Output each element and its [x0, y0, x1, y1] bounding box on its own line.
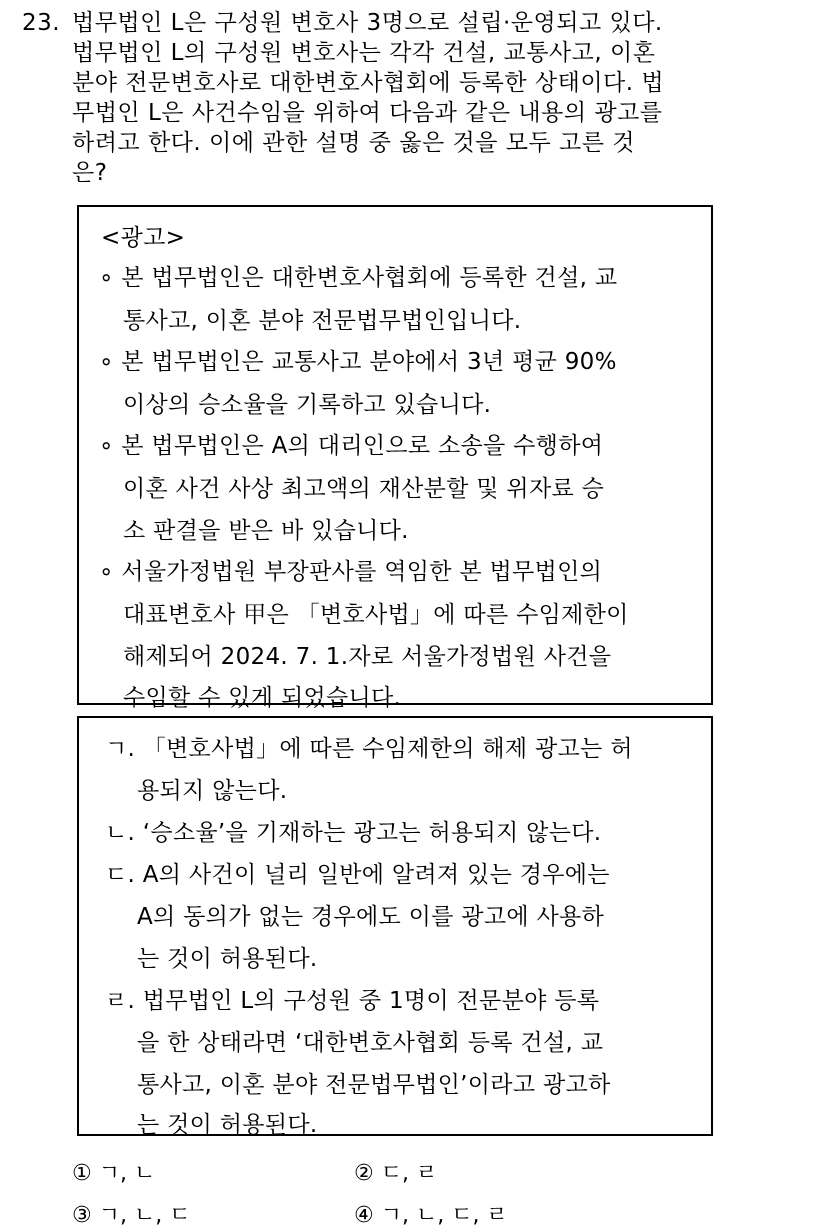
statements-box — [77, 716, 713, 1136]
statement-line: ㄷ. A의 사건이 널리 일반에 알려져 있는 경우에는 — [105, 862, 610, 888]
statement-line: ㄱ. 「변호사법」에 따른 수임제한의 해제 광고는 허 — [105, 736, 633, 762]
choice-3[interactable]: ③ ㄱ, ㄴ, ㄷ — [72, 1203, 191, 1228]
statement-line: 는 것이 허용된다. — [137, 946, 318, 972]
ad-line: 통사고, 이혼 분야 전문법무법인입니다. — [123, 308, 522, 334]
statement-line: 용되지 않는다. — [137, 778, 288, 804]
ad-line: ∘ 본 법무법인은 교통사고 분야에서 3년 평균 90% — [99, 349, 617, 375]
question-line: 무법인 L은 사건수임을 위하여 다음과 같은 내용의 광고를 — [72, 100, 663, 126]
ad-line: 해제되어 2024. 7. 1.자로 서울가정법원 사건을 — [123, 644, 612, 670]
statement-line: 을 한 상태라면 ‘대한변호사협회 등록 건설, 교 — [137, 1030, 604, 1056]
question-line: 법무법인 L은 구성원 변호사 3명으로 설립·운영되고 있다. — [72, 10, 663, 36]
ad-title: <광고> — [101, 225, 186, 251]
choice-4[interactable]: ④ ㄱ, ㄴ, ㄷ, ㄹ — [354, 1203, 508, 1228]
statement-line: ㄹ. 법무법인 L의 구성원 중 1명이 전문분야 등록 — [105, 988, 600, 1014]
statement-line: 통사고, 이혼 분야 전문법무법인’이라고 광고하 — [137, 1072, 611, 1098]
question-number: 23. — [22, 10, 61, 36]
ad-line: 이혼 사건 사상 최고액의 재산분할 및 위자료 승 — [123, 476, 605, 502]
question-line: 법무법인 L의 구성원 변호사는 각각 건설, 교통사고, 이혼 — [72, 40, 656, 66]
ad-line: 소 판결을 받은 바 있습니다. — [123, 518, 409, 544]
statement-line: A의 동의가 없는 경우에도 이를 광고에 사용하 — [137, 904, 605, 930]
ad-line: 수임할 수 있게 되었습니다. — [123, 685, 402, 711]
question-line: 하려고 한다. 이에 관한 설명 중 옳은 것을 모두 고른 것 — [72, 130, 635, 156]
advertisement-box — [77, 205, 713, 711]
statement-line: 는 것이 허용된다. — [137, 1112, 318, 1138]
ad-line: 대표변호사 甲은 「변호사법」에 따른 수임제한이 — [123, 602, 629, 628]
ad-line: ∘ 서울가정법원 부장판사를 역임한 본 법무법인의 — [99, 559, 603, 585]
statement-line: ㄴ. ‘승소율’을 기재하는 광고는 허용되지 않는다. — [105, 820, 602, 846]
question-line: 분야 전문변호사로 대한변호사협회에 등록한 상태이다. 법 — [72, 70, 665, 96]
ad-line: ∘ 본 법무법인은 A의 대리인으로 소송을 수행하여 — [99, 433, 604, 459]
ad-line: ∘ 본 법무법인은 대한변호사협회에 등록한 건설, 교 — [99, 265, 618, 291]
choice-1[interactable]: ① ㄱ, ㄴ — [72, 1161, 156, 1186]
ad-line: 이상의 승소율을 기록하고 있습니다. — [123, 392, 492, 418]
question-line: 은? — [72, 160, 108, 186]
choice-2[interactable]: ② ㄷ, ㄹ — [354, 1161, 438, 1186]
